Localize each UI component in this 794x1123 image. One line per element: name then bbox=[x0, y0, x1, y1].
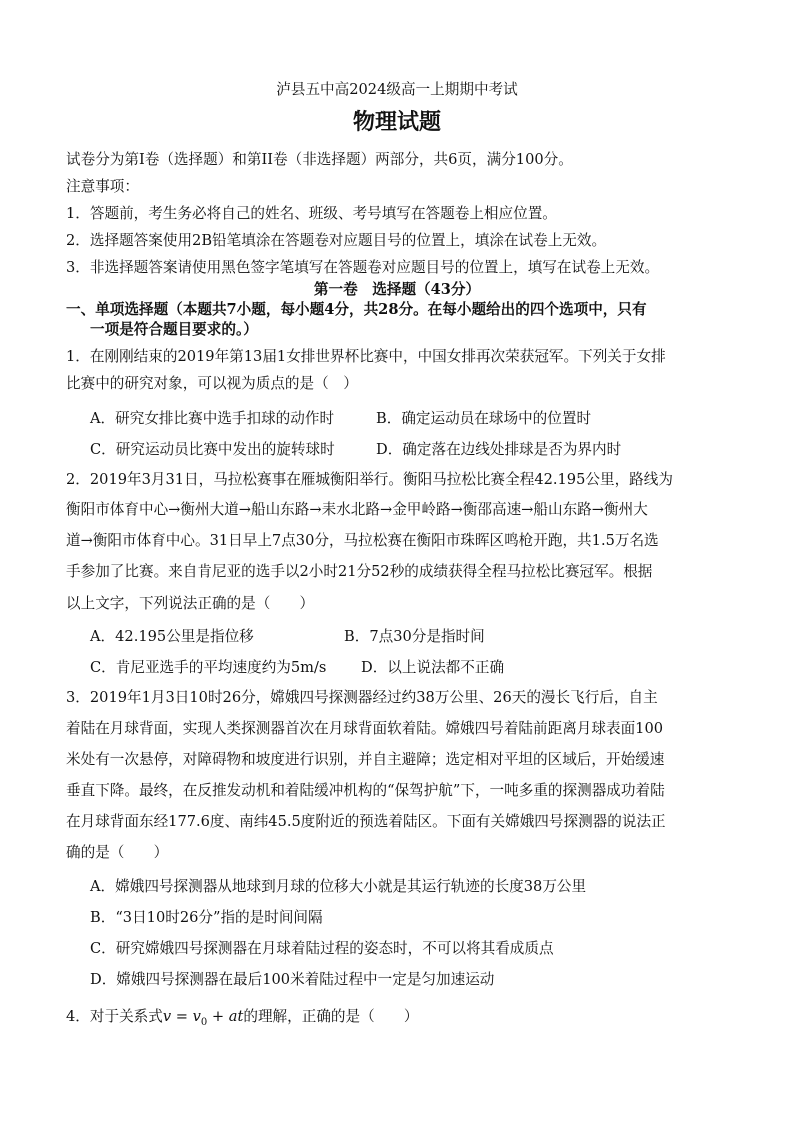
q2-stem-line3: 道→衡阳市体育中心。31日早上7点30分，马拉松赛在衡阳市珠晖区鸣枪开跑，共1.5万名选 bbox=[66, 532, 659, 549]
exam-header: 泸县五中高2024级高一上期期中考试 bbox=[276, 81, 518, 98]
q2-stem-line1: 2．2019年3月31日，马拉松赛事在雁城衡阳举行。衡阳马拉松比赛全程42.195公里，路线为 bbox=[66, 471, 673, 488]
q2-stem-line5: 以上文字，下列说法正确的是（ ） bbox=[66, 595, 315, 612]
section-heading-line2: 一项是符合题目要求的。） bbox=[90, 321, 258, 338]
q4-formula: $v = v_0$ + at bbox=[162, 1008, 244, 1028]
q4-stem bbox=[66, 1007, 418, 1033]
q2-stem-line4: 手参加了比赛。来自肯尼亚的选手以2小时21分52秒的成绩获得全程马拉松比赛冠军。根据 bbox=[66, 563, 653, 580]
q3-stem-line5: 在月球背面东经177.6度、南纬45.5度附近的预选着陆区。下面有关嫦娥四号探测器的说法正 bbox=[66, 813, 666, 830]
part-title: 第一卷 选择题（43分） bbox=[313, 281, 481, 298]
note-3: 3．非选择题答案请使用黑色签字笔填写在答题卷对应题目号的位置上，填写在试卷上无效。 bbox=[66, 259, 660, 276]
q4-stem-prefix: 4．对于关系式 bbox=[66, 1008, 163, 1025]
q4-stem-suffix: 的理解，正确的是（ ） bbox=[243, 1008, 419, 1025]
q3-option-b: B．“3日10时26分”指的是时间间隔 bbox=[90, 909, 323, 926]
section-heading-line1: 一、单项选择题（本题共7小题，每小题4分，共28分。在每小题给出的四个选项中，只有 bbox=[66, 301, 647, 318]
q2-stem-line2: 衡阳市体育中心→衡州大道→船山东路→耒水北路→金甲岭路→衡邵高速→船山东路→衡州大 bbox=[66, 501, 648, 518]
q2-option-d: D．以上说法都不正确 bbox=[361, 659, 505, 676]
intro-summary: 试卷分为第I卷（选择题）和第II卷（非选择题）两部分，共6页，满分100分。 bbox=[66, 151, 573, 168]
q3-stem-line1: 3．2019年1月3日10时26分，嫦娥四号探测器经过约38万公里、26天的漫长飞行后，自主 bbox=[66, 689, 658, 706]
q3-stem-line4: 垂直下降。最终，在反推发动机和着陆缓冲机构的“保驾护航”下，一吨多重的探测器成功着陆 bbox=[66, 782, 665, 799]
notes-heading: 注意事项： bbox=[66, 178, 139, 195]
q3-stem-line2: 着陆在月球背面，实现人类探测器首次在月球背面软着陆。嫦娥四号着陆前距离月球表面100 bbox=[66, 720, 664, 737]
q3-option-a: A．嫦娥四号探测器从地球到月球的位移大小就是其运行轨迹的长度38万公里 bbox=[90, 878, 587, 895]
q3-stem-line3: 米处有一次悬停，对障碍物和坡度进行识别，并自主避障；选定相对平坦的区域后，开始缓速 bbox=[66, 751, 665, 768]
q3-stem-line6: 确的是（ ） bbox=[66, 844, 169, 861]
q3-option-d: D．嫦娥四号探测器在最后100米着陆过程中一定是匀加速运动 bbox=[90, 971, 495, 988]
q1-option-b: B．确定运动员在球场中的位置时 bbox=[376, 410, 592, 427]
q1-option-c: C．研究运动员比赛中发出的旋转球时 bbox=[90, 441, 335, 458]
q1-option-a: A．研究女排比赛中选手扣球的动作时 bbox=[90, 410, 335, 427]
q2-option-a: A．42.195公里是指位移 bbox=[90, 628, 254, 645]
q1-stem-line1: 1．在刚刚结束的2019年第13届1女排世界杯比赛中，中国女排再次荣获冠军。下列关于女排 bbox=[66, 348, 666, 365]
q1-option-d: D．确定落在边线处排球是否为界内时 bbox=[376, 441, 622, 458]
page-title: 物理试题 bbox=[352, 109, 441, 135]
note-2: 2．选择题答案使用2B铅笔填涂在答题卷对应题目号的位置上，填涂在试卷上无效。 bbox=[66, 232, 607, 249]
q3-option-c: C．研究嫦娥四号探测器在月球着陆过程的姿态时，不可以将其看成质点 bbox=[90, 940, 554, 957]
q2-option-c: C．肯尼亚选手的平均速度约为5m/s bbox=[90, 659, 327, 676]
q1-stem-line2: 比赛中的研究对象，可以视为质点的是（ ） bbox=[66, 375, 358, 392]
note-1: 1．答题前，考生务必将自己的姓名、班级、考号填写在答题卷上相应位置。 bbox=[66, 205, 557, 222]
q2-option-b: B．7点30分是指时间 bbox=[344, 628, 485, 645]
